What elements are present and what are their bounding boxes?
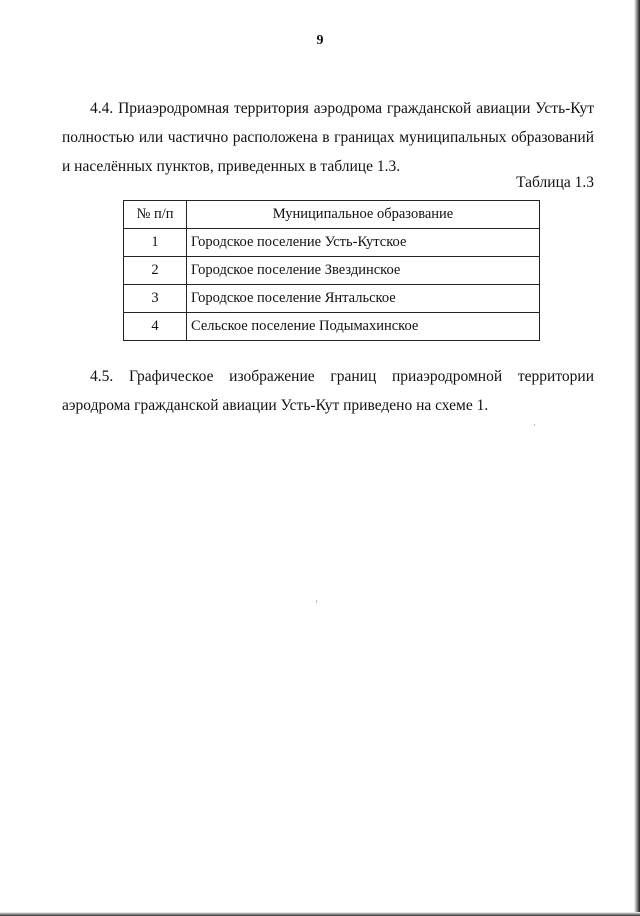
paragraph-4-5: 4.5. Графическое изображение границ приаэродромной территории аэродрома гражданской авиации Усть-Кут приведено на схеме 1. [62, 368, 594, 414]
page-number: 9 [316, 33, 324, 48]
municipalities-table [123, 200, 540, 341]
table-row [124, 229, 540, 257]
scan-speck [534, 424, 535, 426]
row-municipality: Сельское поселение Подымахинское [187, 313, 540, 341]
table-row [124, 313, 540, 341]
table-header-row [124, 201, 540, 229]
table-caption: Таблица 1.3 [516, 174, 594, 191]
table-row [124, 285, 540, 313]
header-municipality: Муниципальное образование [187, 201, 540, 229]
row-municipality: Городское поселение Янтальское [187, 285, 540, 313]
header-number: № п/п [124, 201, 187, 229]
row-number: 1 [124, 229, 187, 257]
row-municipality: Городское поселение Усть-Кутское [187, 229, 540, 257]
scan-edge-right [634, 0, 640, 916]
row-number: 4 [124, 313, 187, 341]
row-number: 2 [124, 257, 187, 285]
scan-edge-bottom [0, 912, 640, 916]
paragraph-4-4: 4.4. Приаэродромная территория аэродрома гражданской авиации Усть-Кут полностью или частично расположена в границах муниципальных образований и населённых пунктов, приведенных в таблице 1.3. [62, 100, 594, 175]
row-number: 3 [124, 285, 187, 313]
row-municipality: Городское поселение Звездинское [187, 257, 540, 285]
scan-speck [316, 600, 317, 603]
table-row [124, 257, 540, 285]
